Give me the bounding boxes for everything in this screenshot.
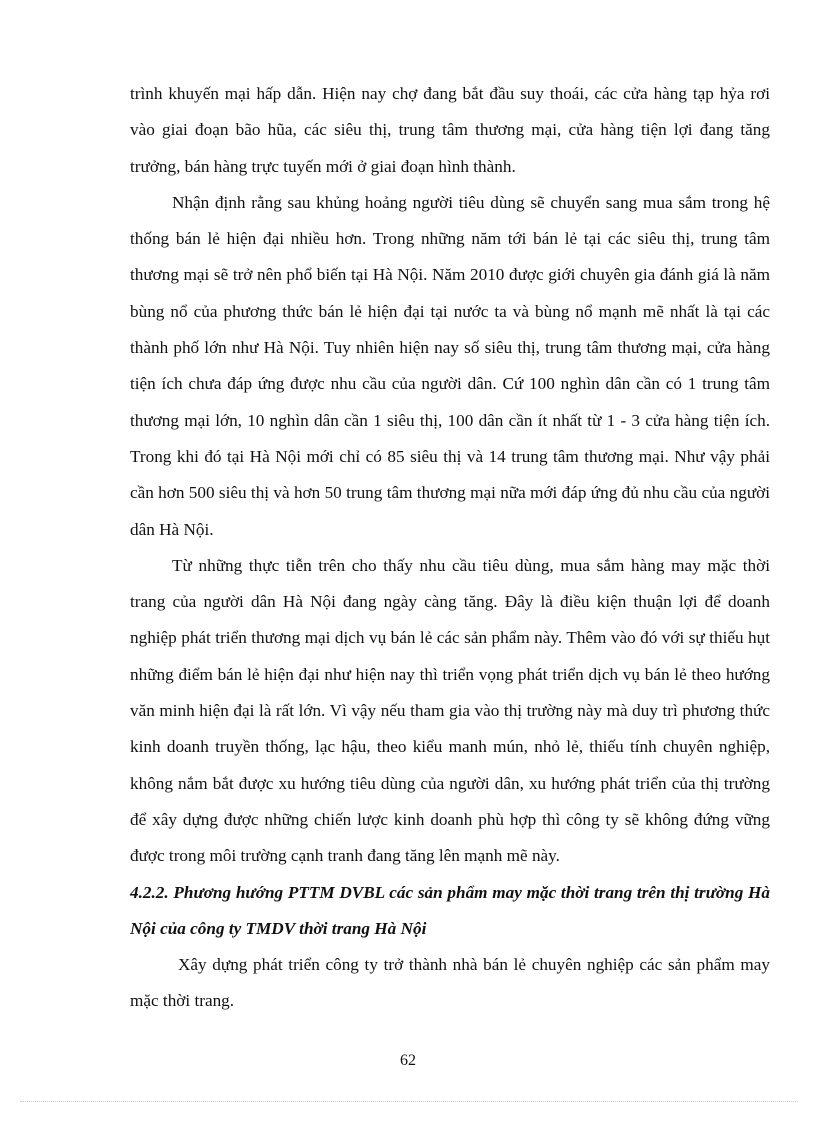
paragraph-market-demand: Từ những thực tiễn trên cho thấy nhu cầu tiêu dùng, mua sắm hàng may mặc thời trang của người dân Hà Nội đang ngày càng tăng. Đây là điều kiện thuận lợi để doanh nghiệp phát triển thương mại dịch vụ bán lẻ các sản phẩm này. Thêm vào đó với sự thiếu hụt những điểm bán lẻ hiện đại như hiện nay thì triển vọng phát triển dịch vụ bán lẻ theo hướng văn minh hiện đại là rất lớn. Vì vậy nếu tham gia vào thị trường này mà duy trì phương thức kinh doanh truyền thống, lạc hậu, theo kiểu manh mún, nhỏ lẻ, thiếu tính chuyên nghiệp, không nắm bắt được xu hướng tiêu dùng của người dân, xu hướng phát triển của thị trường để xây dựng được những chiến lược kinh doanh phù hợp thì công ty sẽ không đứng vững được trong môi trường cạnh tranh đang tăng lên mạnh mẽ này. (130, 555, 770, 866)
section-heading: 4.2.2. Phương hướng PTTM DVBL các sản phẩm may mặc thời trang trên thị trường Hà Nội của công ty TMDV thời trang Hà Nội (130, 882, 770, 938)
body-text (130, 76, 770, 1020)
page-bottom-divider (20, 1101, 796, 1102)
paragraph-continuation: trình khuyến mại hấp dẫn. Hiện nay chợ đang bắt đầu suy thoái, các cửa hàng tạp hỷa rơi vào giai đoạn bão hũa, các siêu thị, trung tâm thương mại, cửa hàng tiện lợi đang tăng trưởng, bán hàng trực tuyến mới ở giai đoạn hình thành. (130, 84, 770, 176)
paragraph-company-direction: Xây dựng phát triển công ty trở thành nhà bán lẻ chuyên nghiệp các sản phẩm may mặc thời trang. (130, 955, 770, 1011)
paragraph-retail-forecast: Nhận định rằng sau khủng hoảng người tiêu dùng sẽ chuyển sang mua sắm trong hệ thống bán lẻ hiện đại nhiều hơn. Trong những năm tới bán lẻ tại các siêu thị, trung tâm thương mại sẽ trở nên phổ biến tại Hà Nội. Năm 2010 được giới chuyên gia đánh giá là năm bùng nổ của phương thức bán lẻ hiện đại tại nước ta và bùng nổ mạnh mẽ nhất là tại các thành phố lớn như Hà Nội. Tuy nhiên hiện nay số siêu thị, trung tâm thương mại, cửa hàng tiện ích chưa đáp ứng được nhu cầu của người dân. Cứ 100 nghìn dân cần có 1 trung tâm thương mại lớn, 10 nghìn dân cần 1 siêu thị, 100 dân cần ít nhất từ 1 - 3 cửa hàng tiện ích. Trong khi đó tại Hà Nội mới chỉ có 85 siêu thị và 14 trung tâm thương mại. Như vậy phải cần hơn 500 siêu thị và hơn 50 trung tâm thương mại nữa mới đáp ứng đủ nhu cầu của người dân Hà Nội. (130, 192, 770, 539)
page-number: 62 (400, 1052, 416, 1069)
